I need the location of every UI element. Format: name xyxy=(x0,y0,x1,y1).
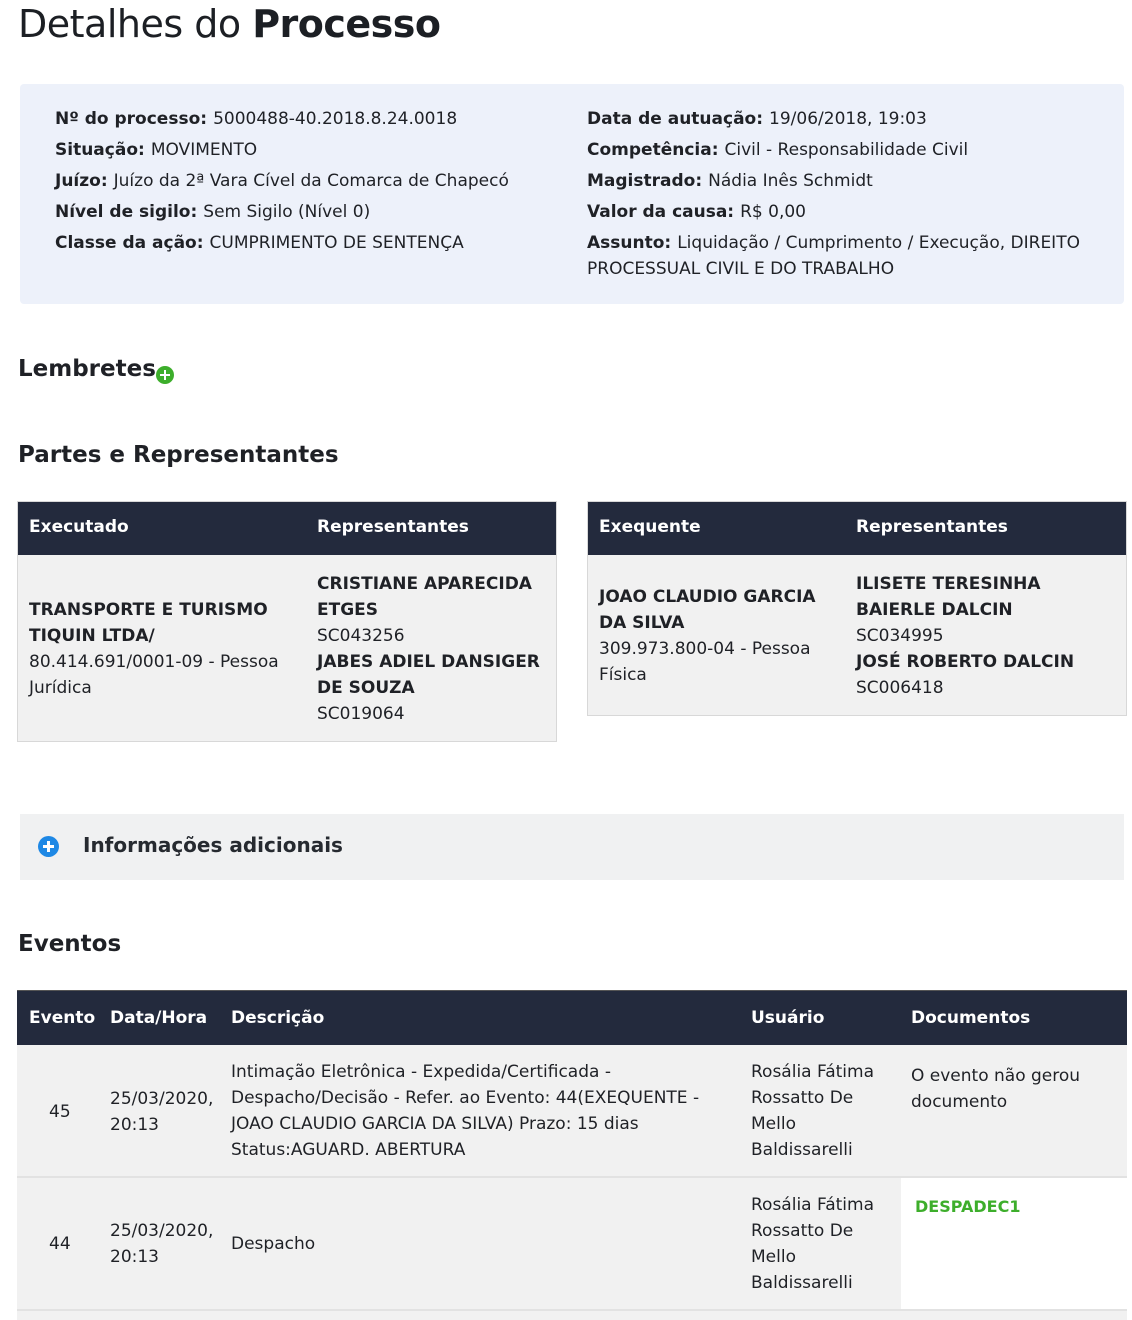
executado-table xyxy=(17,501,557,742)
info-label: Nº do processo: xyxy=(55,109,208,129)
representative-name[interactable]: JOSÉ ROBERTO DALCIN xyxy=(856,652,1075,672)
evento-number: 44 xyxy=(49,1234,71,1254)
exequente-table-body xyxy=(588,555,1126,715)
info-assunto xyxy=(587,228,1097,282)
info-label: Situação: xyxy=(55,140,145,160)
info-value: Juízo da 2ª Vara Cível da Comarca de Chapecó xyxy=(113,171,509,191)
info-magistrado xyxy=(587,166,1097,197)
info-value: Civil - Responsabilidade Civil xyxy=(724,140,969,160)
representative-name[interactable]: ILISETE TERESINHA BAIERLE DALCIN xyxy=(856,574,1041,620)
info-competencia xyxy=(587,135,1097,166)
representative-name[interactable]: CRISTIANE APARECIDA ETGES xyxy=(317,574,532,620)
exequente-cell xyxy=(599,584,847,688)
info-value: CUMPRIMENTO DE SENTENÇA xyxy=(209,233,464,253)
col-descricao[interactable]: Descrição xyxy=(231,1008,325,1028)
info-numero xyxy=(55,104,575,135)
info-sigilo xyxy=(55,197,575,228)
executado-reps-cell xyxy=(317,571,549,727)
partes-title: Partes e Representantes xyxy=(18,442,339,468)
page-title xyxy=(18,0,441,48)
party-name[interactable]: TRANSPORTE E TURISMO TIQUIN LTDA/ xyxy=(29,600,268,646)
eventos-table-header xyxy=(17,990,1127,1045)
evento-data: 25/03/2020, 20:13 xyxy=(110,1089,214,1135)
col-documentos[interactable]: Documentos xyxy=(911,1008,1031,1028)
col-data-hora[interactable]: Data/Hora xyxy=(110,1008,208,1028)
exequente-header: Exequente xyxy=(599,517,701,537)
info-value: R$ 0,00 xyxy=(740,202,806,222)
info-label: Data de autuação: xyxy=(587,109,764,129)
info-value: 19/06/2018, 19:03 xyxy=(769,109,927,129)
eventos-title: Eventos xyxy=(18,931,122,957)
executado-cell xyxy=(29,597,299,701)
evento-documentos-cell xyxy=(901,1178,1127,1309)
representative-oab: SC019064 xyxy=(317,704,405,724)
info-label: Magistrado: xyxy=(587,171,703,191)
party-document: 80.414.691/0001-09 - Pessoa Jurídica xyxy=(29,652,279,698)
expand-plus-icon[interactable] xyxy=(38,836,59,857)
evento-descricao: Intimação Eletrônica - Expedida/Certificada - Despacho/Decisão - Refer. ao Evento: 44(EXEQUENTE - JOAO CLAUDIO GARCIA DA SILVA) Prazo: 15 dias Status:AGUARD. ABERTURA xyxy=(231,1062,700,1160)
add-lembrete-icon[interactable] xyxy=(156,366,174,384)
info-label: Juízo: xyxy=(55,171,108,191)
informacoes-adicionais-toggle[interactable] xyxy=(20,814,1124,880)
info-classe xyxy=(55,228,575,259)
info-label: Classe da ação: xyxy=(55,233,204,253)
info-label: Assunto: xyxy=(587,233,672,253)
evento-usuario: Rosália Fátima Rossatto De Mello Baldissarelli xyxy=(751,1062,874,1160)
info-label: Valor da causa: xyxy=(587,202,735,222)
evento-descricao: Despacho xyxy=(231,1234,316,1254)
no-document-text: O evento não gerou documento xyxy=(911,1066,1081,1112)
info-juizo xyxy=(55,166,575,197)
executado-table-header xyxy=(18,502,556,555)
info-value: 5000488-40.2018.8.24.0018 xyxy=(213,109,458,129)
representative-name[interactable]: JABES ADIEL DANSIGER DE SOUZA xyxy=(317,652,540,698)
col-evento[interactable]: Evento xyxy=(29,1008,96,1028)
info-label: Competência: xyxy=(587,140,719,160)
process-info-left xyxy=(55,104,575,259)
executado-header: Executado xyxy=(29,517,129,537)
eventos-table xyxy=(17,990,1127,1320)
document-link[interactable]: DESPADEC1 xyxy=(915,1197,1021,1216)
representantes-header: Representantes xyxy=(317,517,469,537)
representative-oab: SC006418 xyxy=(856,678,944,698)
lembretes-title: Lembretes xyxy=(18,356,156,382)
table-row-partial xyxy=(17,1311,1127,1320)
process-info-right xyxy=(587,104,1097,282)
process-info-panel xyxy=(20,84,1124,304)
party-name[interactable]: JOAO CLAUDIO GARCIA DA SILVA xyxy=(599,587,816,633)
representative-oab: SC034995 xyxy=(856,626,944,646)
table-row xyxy=(17,1178,1127,1311)
page-title-light: Detalhes do xyxy=(18,2,241,46)
executado-table-body xyxy=(18,555,556,741)
page-title-bold: Processo xyxy=(252,2,441,46)
table-row xyxy=(17,1045,1127,1178)
party-document: 309.973.800-04 - Pessoa Física xyxy=(599,639,811,685)
exequente-table xyxy=(587,501,1127,716)
evento-number: 45 xyxy=(49,1102,71,1122)
info-value: Nádia Inês Schmidt xyxy=(708,171,873,191)
evento-documentos-cell xyxy=(901,1045,1127,1176)
evento-usuario: Rosália Fátima Rossatto De Mello Baldissarelli xyxy=(751,1195,874,1293)
evento-data: 25/03/2020, 20:13 xyxy=(110,1221,214,1267)
info-value: Liquidação / Cumprimento / Execução, DIREITO PROCESSUAL CIVIL E DO TRABALHO xyxy=(587,233,1080,279)
info-label: Nível de sigilo: xyxy=(55,202,198,222)
info-valor xyxy=(587,197,1097,228)
representantes-header: Representantes xyxy=(856,517,1008,537)
info-situacao xyxy=(55,135,575,166)
exequente-reps-cell xyxy=(856,571,1118,701)
representative-oab: SC043256 xyxy=(317,626,405,646)
info-value: Sem Sigilo (Nível 0) xyxy=(203,202,371,222)
info-autuacao xyxy=(587,104,1097,135)
exequente-table-header xyxy=(588,502,1126,555)
col-usuario[interactable]: Usuário xyxy=(751,1008,825,1028)
info-value: MOVIMENTO xyxy=(150,140,258,160)
informacoes-adicionais-label: Informações adicionais xyxy=(83,833,343,857)
